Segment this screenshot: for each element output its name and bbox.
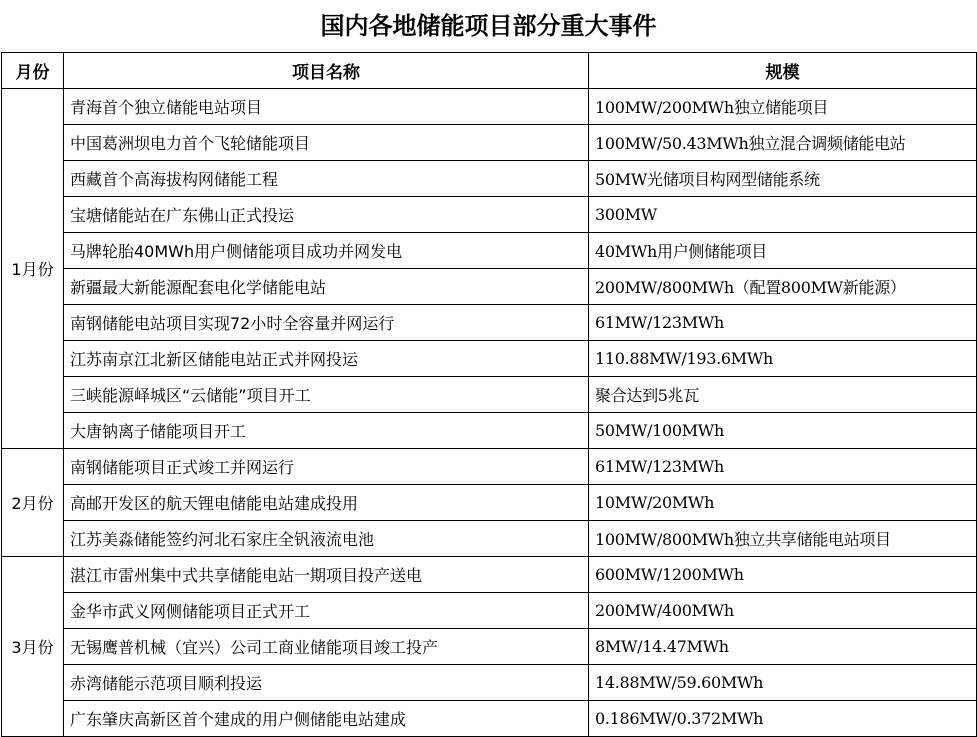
table-row: [2, 593, 977, 629]
table-row: [2, 701, 977, 737]
project-name-cell: 马牌轮胎40MWh用户侧储能项目成功并网发电: [64, 233, 589, 269]
project-name-cell: 南钢储能项目正式竣工并网运行: [64, 449, 589, 485]
project-name-cell: 宝塘储能站在广东佛山正式投运: [64, 197, 589, 233]
table-row: [2, 449, 977, 485]
table-body: [2, 89, 977, 737]
project-scale-cell: 10MW/20MWh: [589, 485, 977, 521]
table-row: [2, 485, 977, 521]
project-scale-cell: 8MW/14.47MWh: [589, 629, 977, 665]
project-name-cell: 西藏首个高海拔构网储能工程: [64, 161, 589, 197]
header-month: 月份: [2, 53, 64, 89]
page-title: 国内各地储能项目部分重大事件: [320, 12, 657, 40]
project-scale-cell: 100MW/800MWh独立共享储能电站项目: [589, 521, 977, 557]
project-name-cell: 江苏美淼储能签约河北石家庄全钒液流电池: [64, 521, 589, 557]
project-scale-cell: 100MW/50.43MWh独立混合调频储能电站: [589, 125, 977, 161]
project-scale-cell: 0.186MW/0.372MWh: [589, 701, 977, 737]
project-name-cell: 江苏南京江北新区储能电站正式并网投运: [64, 341, 589, 377]
project-scale-cell: 110.88MW/193.6MWh: [589, 341, 977, 377]
project-scale-cell: 600MW/1200MWh: [589, 557, 977, 593]
header-row: [2, 53, 977, 89]
project-scale-cell: 100MW/200MWh独立储能项目: [589, 89, 977, 125]
project-name-cell: 大唐钠离子储能项目开工: [64, 413, 589, 449]
project-scale-cell: 聚合达到5兆瓦: [589, 377, 977, 413]
project-name-cell: 赤湾储能示范项目顺利投运: [64, 665, 589, 701]
table-row: [2, 413, 977, 449]
project-scale-cell: 50MW光储项目构网型储能系统: [589, 161, 977, 197]
project-scale-cell: 61MW/123MWh: [589, 449, 977, 485]
table-row: [2, 269, 977, 305]
project-scale-cell: 50MW/100MWh: [589, 413, 977, 449]
table-row: [2, 377, 977, 413]
month-cell: 2月份: [2, 449, 64, 557]
project-name-cell: 广东肇庆高新区首个建成的用户侧储能电站建成: [64, 701, 589, 737]
project-scale-cell: 61MW/123MWh: [589, 305, 977, 341]
table-row: [2, 125, 977, 161]
month-cell: 1月份: [2, 89, 64, 449]
table-row: [2, 161, 977, 197]
project-name-cell: 新疆最大新能源配套电化学储能电站: [64, 269, 589, 305]
table-row: [2, 197, 977, 233]
project-name-cell: 湛江市雷州集中式共享储能电站一期项目投产送电: [64, 557, 589, 593]
table-row: [2, 233, 977, 269]
project-scale-cell: 200MW/400MWh: [589, 593, 977, 629]
project-scale-cell: 300MW: [589, 197, 977, 233]
project-name-cell: 三峡能源峄城区“云储能”项目开工: [64, 377, 589, 413]
events-table: [1, 52, 977, 737]
project-scale-cell: 14.88MW/59.60MWh: [589, 665, 977, 701]
month-cell: 3月份: [2, 557, 64, 737]
table-row: [2, 341, 977, 377]
project-name-cell: 金华市武义网侧储能项目正式开工: [64, 593, 589, 629]
table-row: [2, 89, 977, 125]
project-name-cell: 南钢储能电站项目实现72小时全容量并网运行: [64, 305, 589, 341]
table-row: [2, 665, 977, 701]
table-row: [2, 521, 977, 557]
project-name-cell: 高邮开发区的航天锂电储能电站建成投用: [64, 485, 589, 521]
header-name: 项目名称: [64, 53, 589, 89]
project-name-cell: 无锡鹰普机械（宜兴）公司工商业储能项目竣工投产: [64, 629, 589, 665]
header-scale: 规模: [589, 53, 977, 89]
project-name-cell: 中国葛洲坝电力首个飞轮储能项目: [64, 125, 589, 161]
table-row: [2, 305, 977, 341]
project-scale-cell: 40MWh用户侧储能项目: [589, 233, 977, 269]
project-scale-cell: 200MW/800MWh（配置800MW新能源）: [589, 269, 977, 305]
table-row: [2, 629, 977, 665]
project-name-cell: 青海首个独立储能电站项目: [64, 89, 589, 125]
table-row: [2, 557, 977, 593]
